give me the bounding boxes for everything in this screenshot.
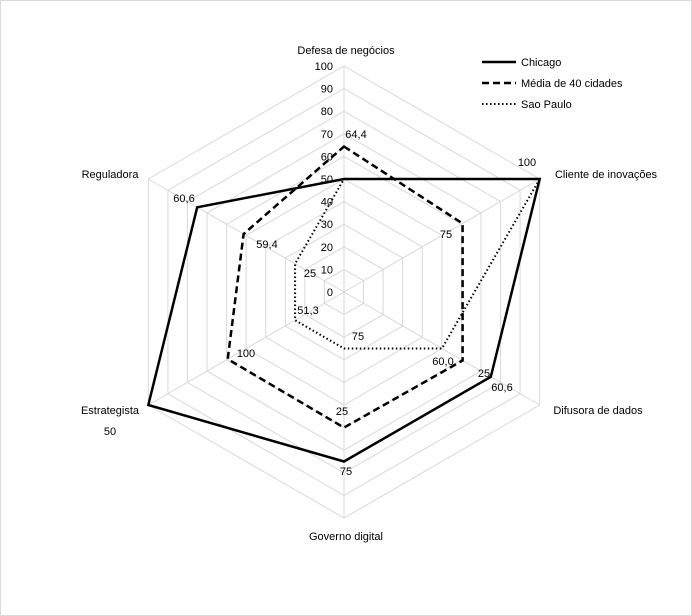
data-label: 75 (439, 229, 453, 241)
data-label: 51,3 (297, 305, 319, 317)
tick-label: 50 (320, 174, 333, 186)
axis-label: Estrategista (80, 405, 140, 417)
data-label: 60,0 (432, 356, 454, 368)
tick-label: 90 (320, 83, 333, 96)
tick-label: 40 (320, 196, 333, 209)
tick-label: 20 (320, 241, 333, 254)
data-label: 25 (335, 406, 349, 418)
tick-label: 100 (314, 61, 333, 73)
tick-label: 60 (320, 151, 333, 164)
data-label: 59,4 (256, 239, 278, 251)
legend-label: Chicago (521, 57, 562, 69)
tick-label: 70 (320, 128, 333, 141)
legend-label: Sao Paulo (521, 99, 572, 111)
tick-label: 10 (320, 264, 333, 277)
data-label: 100 (517, 157, 537, 169)
axis-label: Difusora de dados (553, 405, 643, 417)
axis-label: Defesa de negócios (297, 45, 395, 57)
series-line (228, 147, 463, 428)
data-label: 75 (351, 331, 365, 343)
data-label: 25 (477, 368, 491, 380)
radar-grid (148, 66, 539, 518)
axis-label: Cliente de inovações (554, 169, 658, 181)
tick-label: 0 (326, 287, 333, 299)
data-label: 64,4 (345, 129, 367, 141)
axis-label: Governo digital (309, 531, 383, 543)
axis-label: Reguladora (81, 169, 139, 181)
tick-label: 30 (320, 219, 333, 232)
legend (482, 57, 623, 111)
data-label: 60,6 (173, 193, 195, 205)
data-label: 60,6 (491, 382, 513, 394)
data-label: 100 (236, 348, 256, 360)
tick-label: 80 (320, 106, 333, 119)
data-label: 50 (103, 426, 117, 438)
data-label: 25 (303, 268, 317, 280)
data-label: 75 (339, 466, 353, 478)
legend-label: Média de 40 cidades (521, 78, 623, 90)
